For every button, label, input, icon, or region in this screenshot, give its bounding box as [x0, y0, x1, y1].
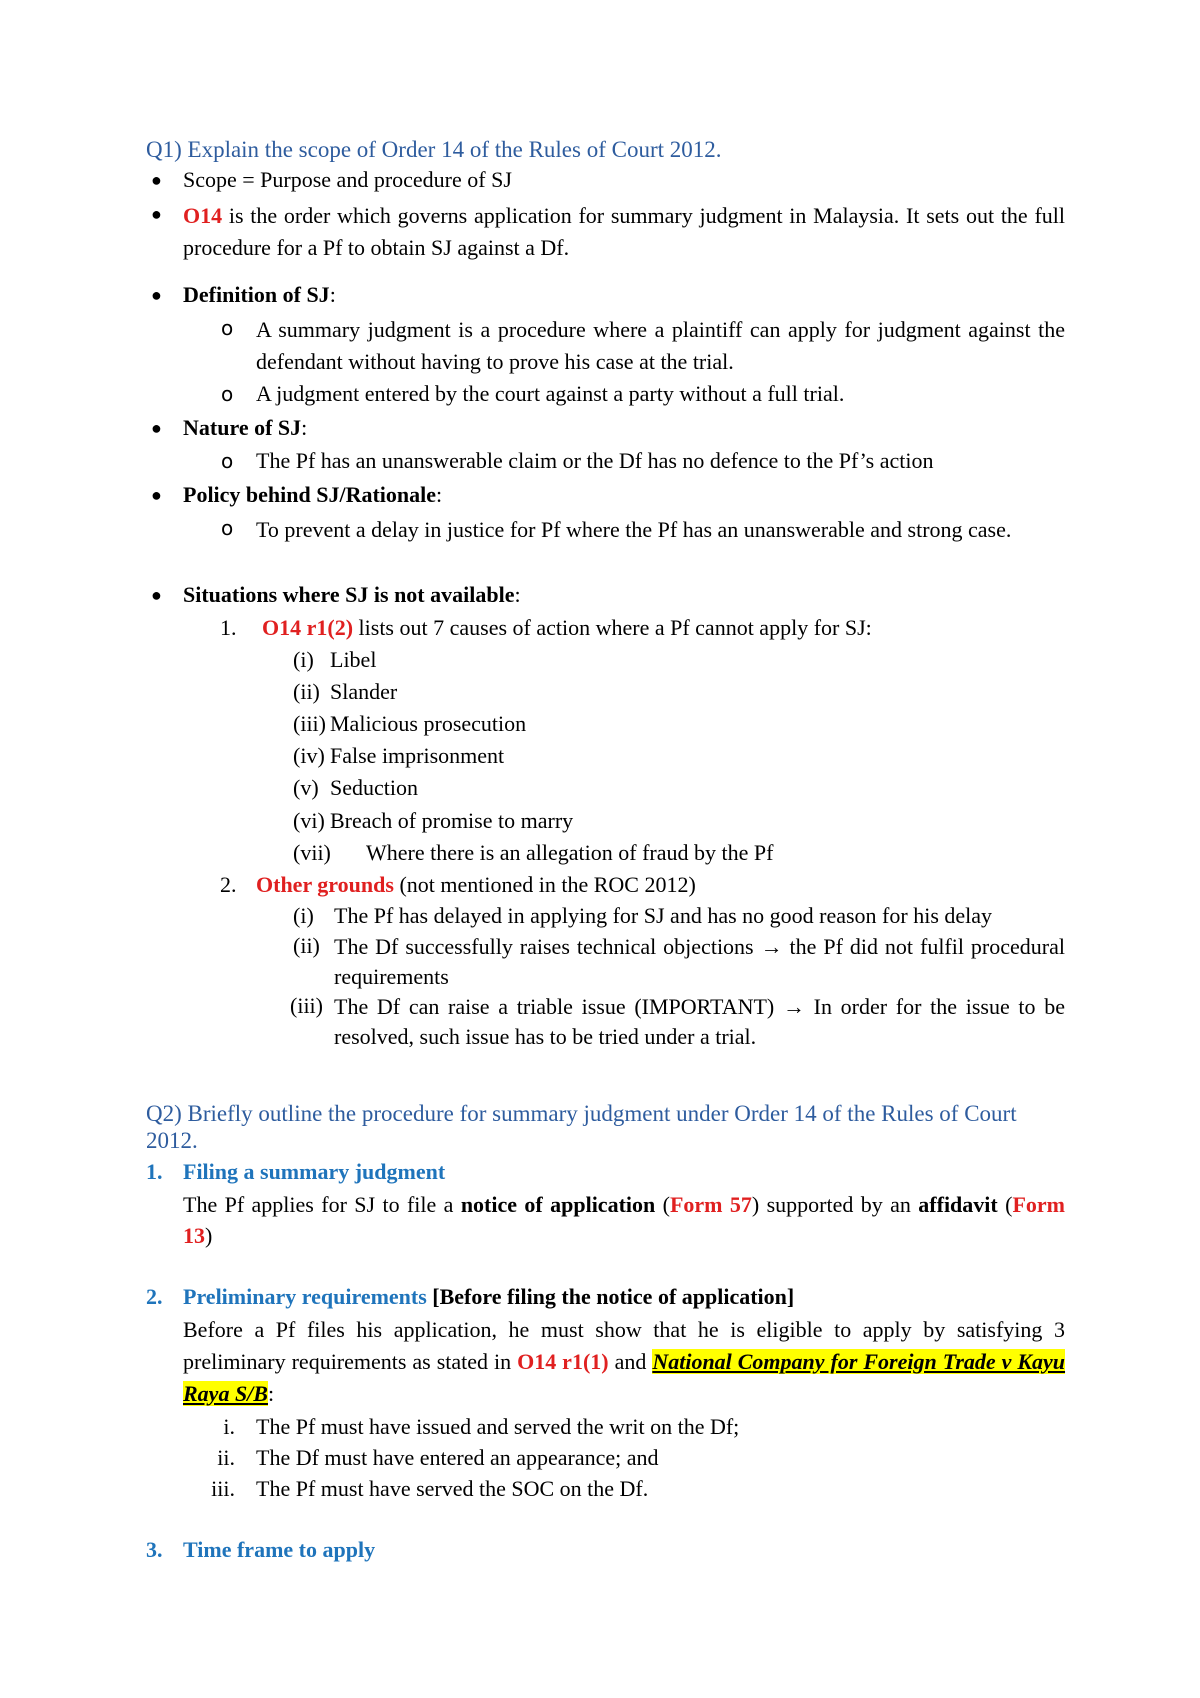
cause-item: Malicious prosecution: [330, 711, 527, 736]
ground-item: The Df successfully raises technical objections → the Pf did not fulfil procedural requirements: [334, 934, 1065, 989]
cause-item: Libel: [330, 647, 377, 672]
bullet-icon: ●: [151, 204, 162, 224]
circle-bullet-icon: o: [221, 382, 234, 406]
cause-number: (i): [293, 647, 314, 672]
case-citation: National Company for Foreign Trade v Kayu Raya S/B: [183, 1349, 1066, 1406]
definition-item: A judgment entered by the court against a party without a full trial.: [256, 381, 845, 406]
definition-heading: Definition of SJ:: [183, 282, 336, 307]
cause-number: (v): [293, 775, 319, 800]
requirement-number: ii.: [217, 1445, 235, 1470]
q2-title: Q2) Briefly outline the procedure for summary judgment under Order 14 of the Rules of Court 2012.: [146, 1101, 1017, 1153]
step-number: 3.: [146, 1537, 163, 1562]
other-grounds-item: Other grounds (not mentioned in the ROC 2012): [256, 872, 696, 897]
step2-heading: Preliminary requirements [Before filing the notice of application]: [183, 1284, 795, 1309]
list-number: 1.: [220, 615, 237, 640]
circle-bullet-icon: o: [221, 449, 234, 473]
step2-body: Before a Pf files his application, he must show that he is eligible to apply by satisfying 3 preliminary requirements as stated in O14 r1(1) and National Company for Foreign Trade v Kayu Raya S/B:: [183, 1317, 1066, 1406]
arrow-right-icon: →: [760, 934, 783, 959]
bullet-icon: ●: [151, 485, 162, 505]
policy-heading: Policy behind SJ/Rationale:: [183, 482, 443, 507]
q1-title: Q1) Explain the scope of Order 14 of the Rules of Court 2012.: [146, 137, 722, 162]
requirement-item: The Pf must have served the SOC on the Df.: [256, 1476, 649, 1501]
step1-heading: Filing a summary judgment: [183, 1159, 446, 1184]
policy-item: To prevent a delay in justice for Pf where the Pf has an unanswerable and strong case.: [256, 517, 1012, 542]
cause-number: (ii): [293, 679, 320, 704]
requirement-item: The Pf must have issued and served the writ on the Df;: [256, 1414, 740, 1439]
ground-item: The Df can raise a triable issue (IMPORTANT) → In order for the issue to be resolved, such issue has to be tried under a trial.: [334, 994, 1066, 1049]
ground-item: The Pf has delayed in applying for SJ and has no good reason for his delay: [334, 903, 993, 928]
step-number: 1.: [146, 1159, 163, 1184]
bullet-icon: ●: [151, 285, 162, 305]
cause-item: Breach of promise to marry: [330, 808, 574, 833]
cause-item: Seduction: [330, 775, 418, 800]
cause-number: (iv): [293, 743, 325, 768]
requirement-item: The Df must have entered an appearance; and: [256, 1445, 659, 1470]
nature-heading: Nature of SJ:: [183, 415, 308, 440]
circle-bullet-icon: o: [221, 516, 234, 540]
bullet-icon: ●: [151, 170, 162, 190]
ground-number: (iii): [290, 993, 323, 1018]
cause-item: Slander: [330, 679, 398, 704]
o14-description: is the order which governs application for summary judgment in Malaysia. It sets out the full procedure for a Pf to obtain SJ against a Df.: [183, 203, 1065, 260]
arrow-right-icon: →: [782, 994, 805, 1019]
situations-heading: Situations where SJ is not available:: [183, 582, 521, 607]
list-number: 2.: [220, 872, 237, 897]
cause-number: (vii): [293, 840, 331, 865]
step1-body: The Pf applies for SJ to file a notice of application (Form 57) supported by an affidavit (Form 13): [183, 1192, 1065, 1248]
o14-item: [183, 200, 1065, 264]
cause-number: (iii): [293, 711, 326, 736]
bullet-icon: ●: [151, 418, 162, 438]
cause-item: False imprisonment: [330, 743, 505, 768]
cause-item: Where there is an allegation of fraud by the Pf: [366, 840, 774, 865]
requirement-number: iii.: [211, 1476, 235, 1501]
definition-item: A summary judgment is a procedure where a plaintiff can apply for judgment against the defendant without having to prove his case at the trial.: [256, 317, 1065, 374]
cause-number: (vi): [293, 808, 325, 833]
requirement-number: i.: [223, 1414, 235, 1439]
circle-bullet-icon: o: [221, 316, 234, 340]
scope-item: Scope = Purpose and procedure of SJ: [183, 167, 512, 192]
step3-heading: Time frame to apply: [183, 1537, 376, 1562]
o14-r1-2-item: O14 r1(2) lists out 7 causes of action where a Pf cannot apply for SJ:: [262, 615, 872, 640]
bullet-icon: ●: [151, 585, 162, 605]
ground-number: (ii): [293, 933, 320, 958]
step-number: 2.: [146, 1284, 163, 1309]
nature-item: The Pf has an unanswerable claim or the Df has no defence to the Pf’s action: [256, 448, 934, 473]
o14-reference: O14: [183, 203, 223, 228]
ground-number: (i): [293, 903, 314, 928]
